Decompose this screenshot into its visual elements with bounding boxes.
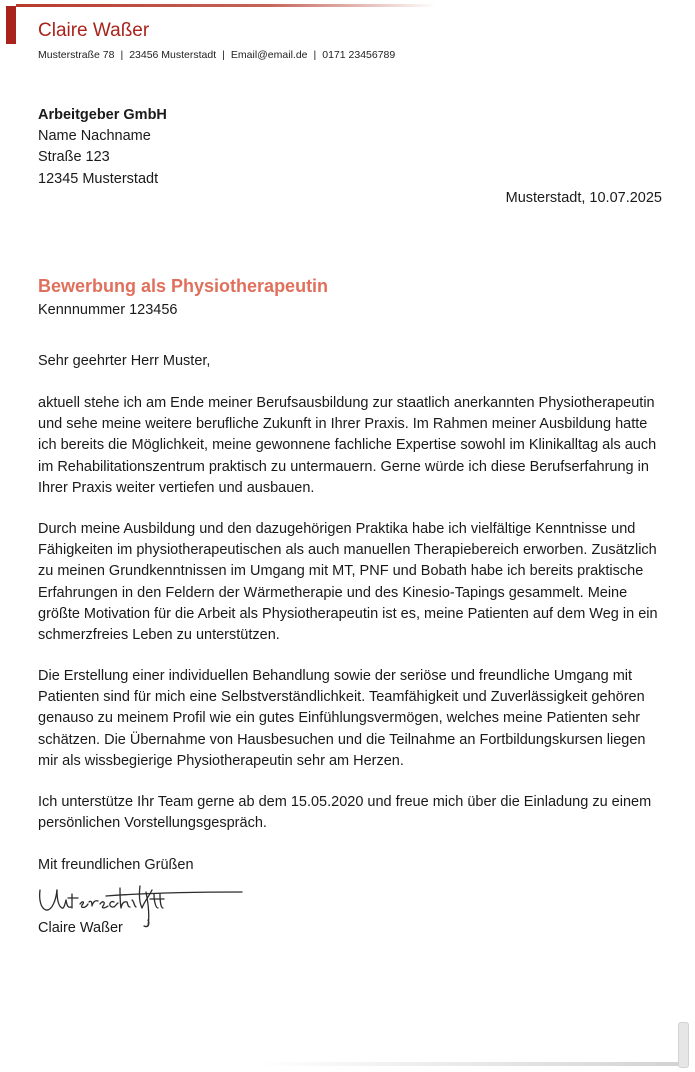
page-edge-shadow [258, 1062, 678, 1066]
body-paragraph-1: aktuell stehe ich am Ende meiner Berufsausbildung zur staatlich anerkannten Physiotherapeutin und sehe meine weitere berufliche Zukunft in Ihrer Praxis. Im Rahmen meiner Ausbildung hatte ich bereits die Möglichkeit, meine gewonnene fachliche Expertise sowohl im Klinikalltag als auch im Rehabilitationszentrum praktisch zu untermauern. Gerne würde ich diese Berufserfahrung in Ihrer Praxis weiter vertiefen und ausbauen. [38, 395, 657, 496]
letter-subject: Bewerbung als Physiotherapeutin [38, 276, 329, 296]
body-paragraph-3: Die Erstellung einer individuellen Behandlung sowie der seriöse und freundliche Umgang mit Patienten sind für mich eine Selbstverständlichkeit. Teamfähigkeit und Zuverlässigkeit gehören genauso zu meinem Profil wie ein gutes Einfühlungsvermögen, welches meine Patienten sehr schätzen. Die Übernahme von Hausbesuchen und die Teilnahme an Fortbildungskursen liegen mir als wissbegierige Physiotherapeutin sehr am Herzen. [38, 668, 646, 769]
scrollbar-thumb[interactable] [678, 1022, 689, 1068]
header-accent-line [16, 4, 436, 7]
recipient-address [38, 105, 167, 190]
body-paragraph-2: Durch meine Ausbildung und den dazugehörigen Praktika habe ich vielfältige Kenntnisse und Fähigkeiten im physiotherapeutischen als auch manuellen Therapiebereich erworben. Zusätzlich zu meinen Grundkenntnissen im Umgang mit MT, PNF und Bobath habe ich bereits praktische Erfahrungen in den Feldern der Wärmetherapie und des Kinesio-Tapings gesammelt. Meine größte Motivation für die Arbeit als Physiotherapeutin ist es, meine Patienten auf dem Weg in ein schmerzfreies Leben zu unterstützen. [38, 521, 658, 644]
recipient-contact: Name Nachname [38, 128, 151, 145]
sender-phone: 0171 23456789 [322, 49, 396, 61]
recipient-street: Straße 123 [38, 149, 110, 166]
letter-date: Musterstadt, 10.07.2025 [505, 190, 662, 206]
sender-name: Claire Waßer [38, 20, 150, 41]
recipient-company: Arbeitgeber GmbH [38, 107, 167, 123]
reference-number: Kennnummer 123456 [38, 302, 178, 318]
salutation: Sehr geehrter Herr Muster, [38, 353, 211, 369]
body-paragraph-4: Ich unterstütze Ihr Team gerne ab dem 15.05.2020 und freue mich über die Einladung zu einem persönlichen Vorstellungsgespräch. [38, 794, 652, 832]
sender-street: Musterstraße 78 [38, 49, 115, 61]
header-accent-bar [6, 6, 16, 44]
sender-contact-line: Musterstraße 78 | 23456 Musterstadt | Email@email.de | 0171 23456789 [38, 49, 396, 61]
recipient-city: 12345 Musterstadt [38, 170, 159, 187]
sender-email: Email@email.de [230, 49, 308, 61]
signer-name: Claire Waßer [38, 920, 123, 936]
sender-city: 23456 Musterstadt [129, 49, 217, 61]
closing-phrase: Mit freundlichen Grüßen [38, 857, 194, 873]
